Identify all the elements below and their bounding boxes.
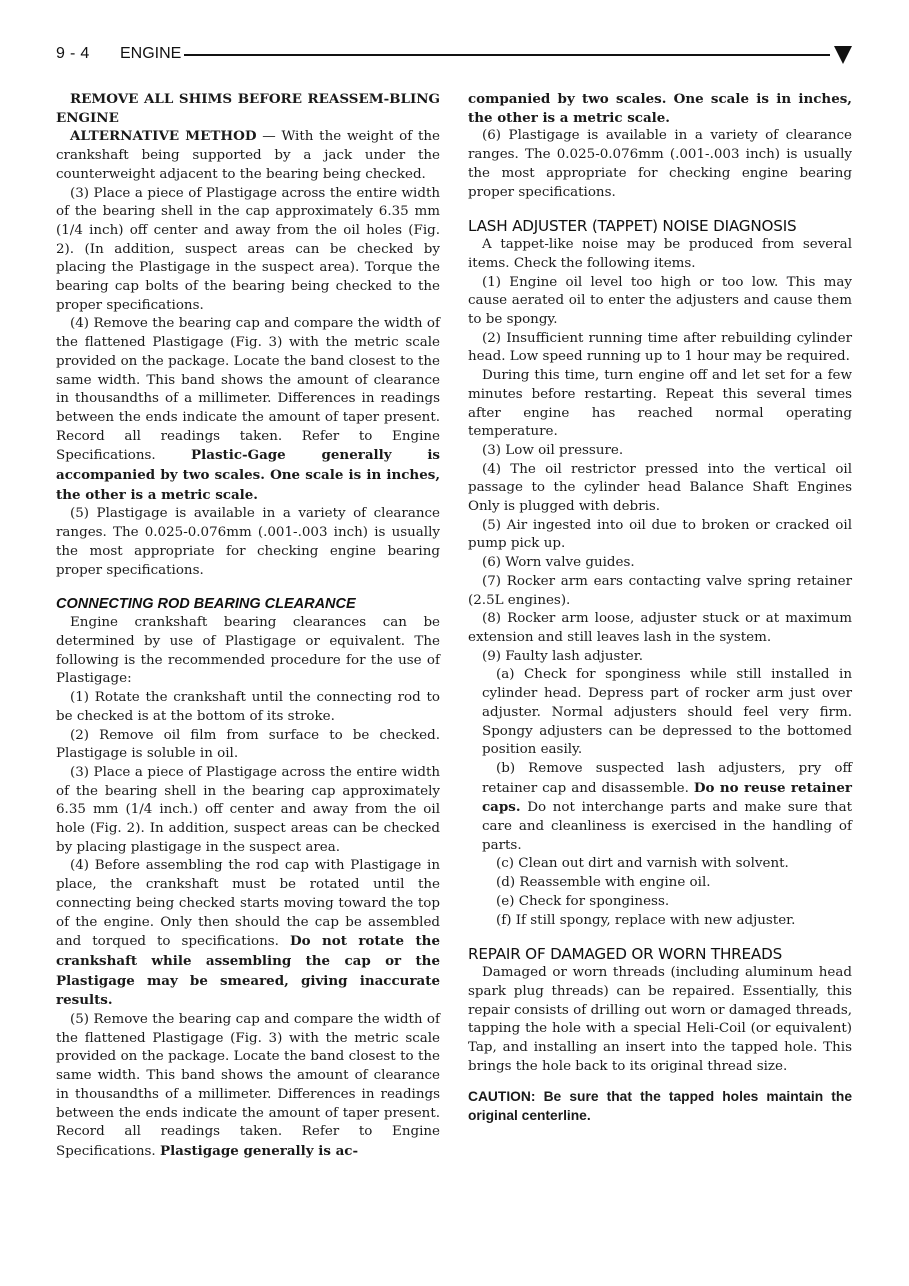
page-number: 9 - 4: [56, 45, 90, 62]
paragraph: (9) Faulty lash adjuster.: [482, 648, 643, 664]
paragraph: (a) Check for sponginess while still installed in cylinder head. Depress part of rocker arm just over adjuster. Normal adjusters should feel very firm. Spongy adjusters can be depressed to the bottomed position easily.: [482, 667, 852, 758]
paragraph: (3) Low oil pressure.: [482, 442, 624, 458]
text: (4) Remove the bearing cap and compare the width of the flattened Plastigage (Fig. 3) with the metric scale provided on the package. Locate the band closest to the same width. This band shows the amount of clearance in thousandths of a millimeter. Differences in readings between the ends indicate the amount of taper present. Record all readings taken. Refer to Engine Specifications.: [56, 316, 440, 464]
paragraph: (1) Engine oil level too high or too low. This may cause aerated oil to enter the adjusters and cause them to be spongy.: [468, 274, 852, 328]
right-column: [468, 90, 852, 1125]
paragraph: (8) Rocker arm loose, adjuster stuck or at maximum extension and still leaves lash in the system.: [468, 611, 852, 645]
paragraph: A tappet-like noise may be produced from several items. Check the following items.: [468, 237, 852, 271]
page-header: [56, 42, 852, 68]
paragraph: (5) Plastigage is available in a variety of clearance ranges. The 0.025-0.076mm (.001-.003 inch) is usually the most appropriate for checking engine bearing proper specifications.: [56, 506, 440, 578]
paragraph: (c) Clean out dirt and varnish with solvent.: [496, 856, 789, 872]
paragraph: [56, 127, 440, 184]
text: Do not interchange parts and make sure that care and cleanliness is exercised in the handling of parts.: [482, 800, 852, 853]
paragraph: Damaged or worn threads (including aluminum head spark plug threads) can be repaired. Essentially, this repair consists of drilling out worn or damaged threads, tapping the hole with a special Heli-Coil (or equivalent) Tap, and installing an insert into the tapped hole. This brings the hole back to its original thread size.: [468, 965, 852, 1074]
paragraph: REMOVE ALL SHIMS BEFORE REASSEM-BLING ENGINE: [56, 91, 440, 126]
left-column: [56, 90, 440, 1162]
bold-text: Plastigage generally is ac-: [159, 1142, 359, 1159]
paragraph: (2) Insufficient running time after rebuilding cylinder head. Low speed running up to 1 hour may be required.: [468, 330, 852, 365]
caution-note: CAUTION: Be sure that the tapped holes maintain the original centerline.: [468, 1089, 852, 1123]
text: — With the weight of the crankshaft being supported by a jack under the counterweight adjacent to the bearing being checked.: [56, 129, 440, 182]
section-heading: CONNECTING ROD BEARING CLEARANCE: [56, 596, 356, 613]
paragraph: (4) The oil restrictor pressed into the vertical oil passage to the cylinder head Balance Shaft Engines Only is plugged with debris.: [468, 461, 852, 515]
paragraph: (6) Worn valve guides.: [482, 555, 635, 571]
text: (5) Remove the bearing cap and compare the width of the flattened Plastigage (Fig. 3) with the metric scale provided on the package. Locate the band closest to the same width. This band shows the amount of clearance in thousandths of a millimeter. Differences in readings between the ends indicate the amount of taper present. Record all readings taken. Refer to Engine Specifications.: [56, 1012, 440, 1159]
section-title: ENGINE: [120, 45, 182, 62]
header-rule: [184, 54, 830, 56]
paragraph: [56, 1011, 440, 1162]
paragraph: During this time, turn engine off and let set for a few minutes before restarting. Repeat this several times after engine has reached normal operating temperature.: [468, 368, 852, 440]
paragraph: (1) Rotate the crankshaft until the connecting rod to be checked is at the bottom of its stroke.: [56, 690, 440, 724]
paragraph: companied by two scales. One scale is in inches, the other is a metric scale.: [468, 91, 852, 126]
paragraph: (5) Air ingested into oil due to broken or cracked oil pump pick up.: [468, 517, 852, 552]
text: (4) Before assembling the rod cap with Plastigage in place, the crankshaft must be rotated until the connecting being checked starts moving toward the top of the engine. Only then should the cap be assembled and torqued to specifications.: [56, 858, 440, 950]
bold-text: Do not rotate the crankshaft while assembling the cap or the Plastigage may be smeared, giving inaccurate results.: [56, 933, 441, 1009]
paragraph: Engine crankshaft bearing clearances can be determined by use of Plastigage or equivalent. The following is the recommended procedure for the use of Plastigage:: [56, 615, 440, 687]
paragraph: [468, 760, 852, 856]
paragraph: (3) Place a piece of Plastigage across the entire width of the bearing shell in the cap approximately 6.35 mm (1/4 inch) off center and away from the oil holes (Fig. 2). (In addition, suspect areas can be checked by placing the Plastigage in the suspect area). Torque the bearing cap bolts of the bearing being checked to the proper specifications.: [56, 185, 440, 313]
paragraph: (f) If still spongy, replace with new adjuster.: [496, 912, 796, 928]
bold-text: Do no reuse retainer caps.: [482, 779, 852, 816]
paragraph: (e) Check for sponginess.: [496, 893, 670, 909]
text: (b) Remove suspected lash adjusters, pry off retainer cap and disassemble.: [482, 760, 852, 796]
inline-heading: ALTERNATIVE METHOD: [70, 128, 257, 145]
paragraph: [56, 857, 440, 1011]
section-heading: REPAIR OF DAMAGED OR WORN THREADS: [468, 945, 783, 964]
down-triangle-icon: [834, 46, 852, 64]
paragraph: (7) Rocker arm ears contacting valve spring retainer (2.5L engines).: [468, 573, 852, 608]
bold-text: Plastic-Gage generally is accompanied by two scales. One scale is in inches, the other is a metric scale.: [56, 447, 440, 503]
paragraph: [56, 315, 440, 505]
paragraph: (2) Remove oil film from surface to be checked. Plastigage is soluble in oil.: [56, 727, 440, 762]
paragraph: (6) Plastigage is available in a variety of clearance ranges. The 0.025-0.076mm (.001-.003 inch) is usually the most appropriate for checking engine bearing proper specifications.: [468, 128, 852, 200]
paragraph: (d) Reassemble with engine oil.: [496, 875, 711, 891]
section-heading: LASH ADJUSTER (TAPPET) NOISE DIAGNOSIS: [468, 217, 797, 236]
paragraph: (3) Place a piece of Plastigage across the entire width of the bearing shell in the bearing cap approximately 6.35 mm (1/4 inch.) off center and away from the oil hole (Fig. 2). In addition, suspect areas can be checked by placing plastigage in the suspect area.: [56, 764, 440, 855]
